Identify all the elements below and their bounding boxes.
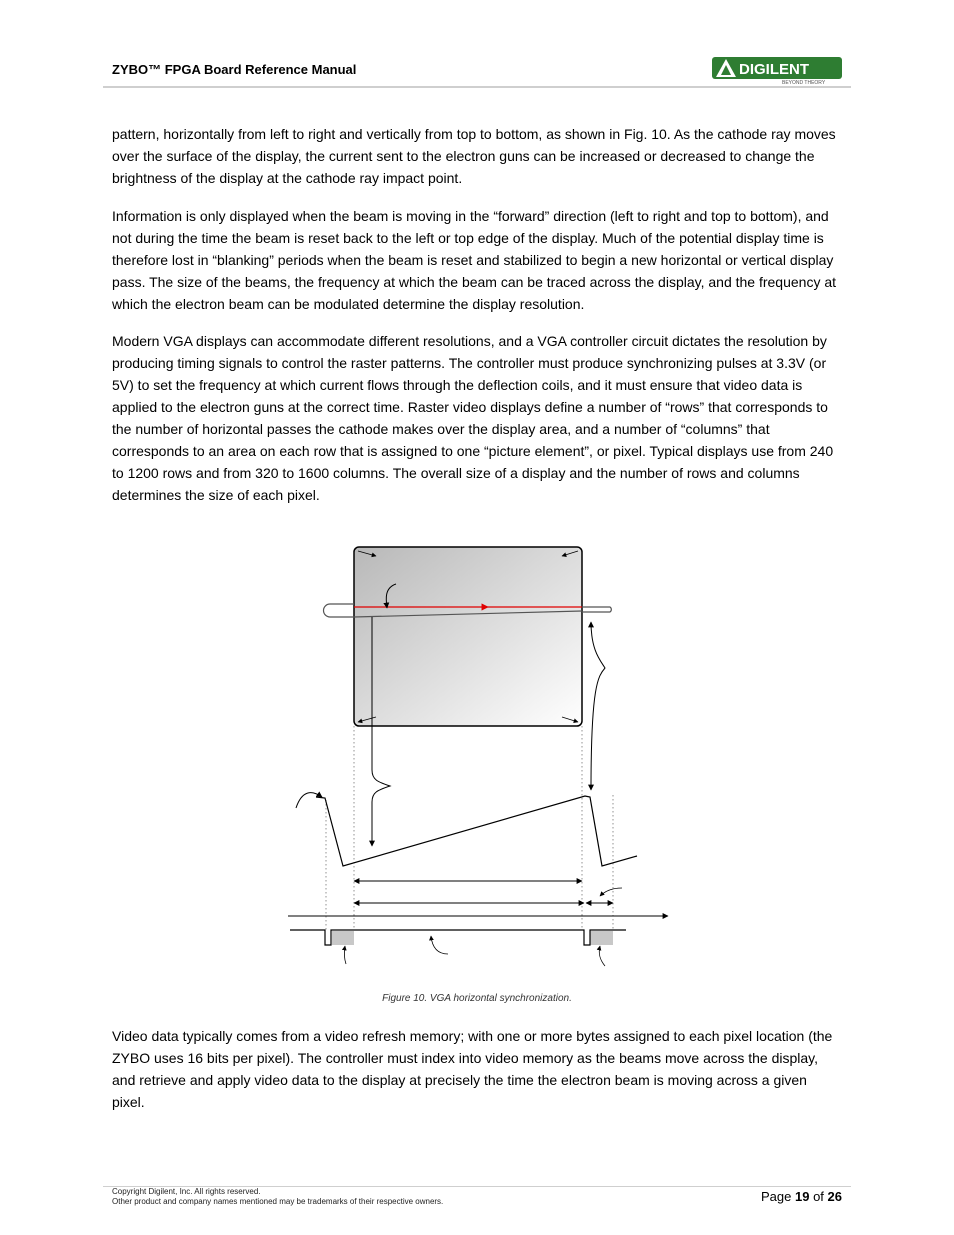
logo-tagline: BEYOND THEORY <box>782 80 826 85</box>
paragraph-4: Video data typically comes from a video refresh memory; with one or more bytes assigned to each pixel location (the ZYBO uses 16 bits per pixel). The controller must index into video memory as the beams move across the display, and retrieve and apply video data to the display at precisely the time the electron beam is moving across a given pixel. <box>112 1028 833 1110</box>
pulse-pointer-center <box>431 936 448 954</box>
retrace-loop-right <box>582 607 611 612</box>
pulse-pointer-right <box>599 946 605 966</box>
right-brace <box>591 622 605 790</box>
display-screen <box>354 547 582 726</box>
page-number <box>761 1189 842 1204</box>
paragraph-1: pattern, horizontally from left to right and vertically from top to bottom, as shown in Fig. 10. As the cathode ray moves over the surface of the display, the current sent to the electron guns can be increased or decreased to change the brightness of the display at the cathode ray impact point. <box>112 126 836 186</box>
page-of: of <box>813 1189 824 1204</box>
trademark-text: Other product and company names mentioned may be trademarks of their respective owners. <box>112 1197 444 1206</box>
waveform-pointer-arrow <box>296 793 322 808</box>
page-prefix: Page <box>760 1189 792 1204</box>
retrace-loop-left <box>324 604 354 617</box>
logo-text: DIGILENT <box>739 61 809 78</box>
page-total: 26 <box>827 1189 842 1204</box>
header-divider <box>103 86 851 88</box>
page-current: 19 <box>794 1189 810 1204</box>
paragraph-3: Modern VGA displays can accommodate different resolutions, and a VGA controller circuit dictates the resolution by producing timing signals to control the raster patterns. The controller must produce synchronizing pulses at 3.3V (or 5V) to set the frequency at which current flows through the deflection coils, and it must ensure that video data is applied to the electron guns at the correct time. Raster video displays define a number of “rows” that corresponds to the number of horizontal passes the cathode makes over the display area, and a number of “columns” that corresponds to an area on each row that is assigned to one “picture element”, or pixel. Typical displays use from 240 to 1200 rows and from 320 to 1600 columns. The overall size of a display and the number of rows and columns determines the size of each pixel. <box>112 333 834 503</box>
paragraph-2: Information is only displayed when the beam is moving in the “forward” direction (left to right and top to bottom), and not during the time the beam is reset back to the left or top edge of the display. Much of the potential display time is therefore lost in “blanking” periods when the beam is reset and stabilized to begin a new horizontal or vertical display pass. The size of the beams, the frequency at which the beam can be traced across the display, and the frequency at which the electron beam can be modulated determine the display resolution. <box>112 208 837 312</box>
hsync-pulse-fill-left <box>332 931 354 945</box>
pulse-pointer-left <box>344 946 346 964</box>
sawtooth-waveform <box>316 796 637 866</box>
timing-guides <box>326 726 613 930</box>
footer-notice <box>112 1187 443 1207</box>
retrace-pointer-arrow <box>600 888 622 896</box>
digilent-logo <box>712 57 842 85</box>
hsync-pulse-fill-right <box>590 931 613 945</box>
vga-sync-diagram <box>280 540 680 970</box>
document-title: ZYBO™ FPGA Board Reference Manual <box>112 62 357 77</box>
copyright-text: Copyright Digilent, Inc. All rights reserved. <box>112 1187 261 1196</box>
figure-caption: Figure 10. VGA horizontal synchronization. <box>382 993 572 1004</box>
